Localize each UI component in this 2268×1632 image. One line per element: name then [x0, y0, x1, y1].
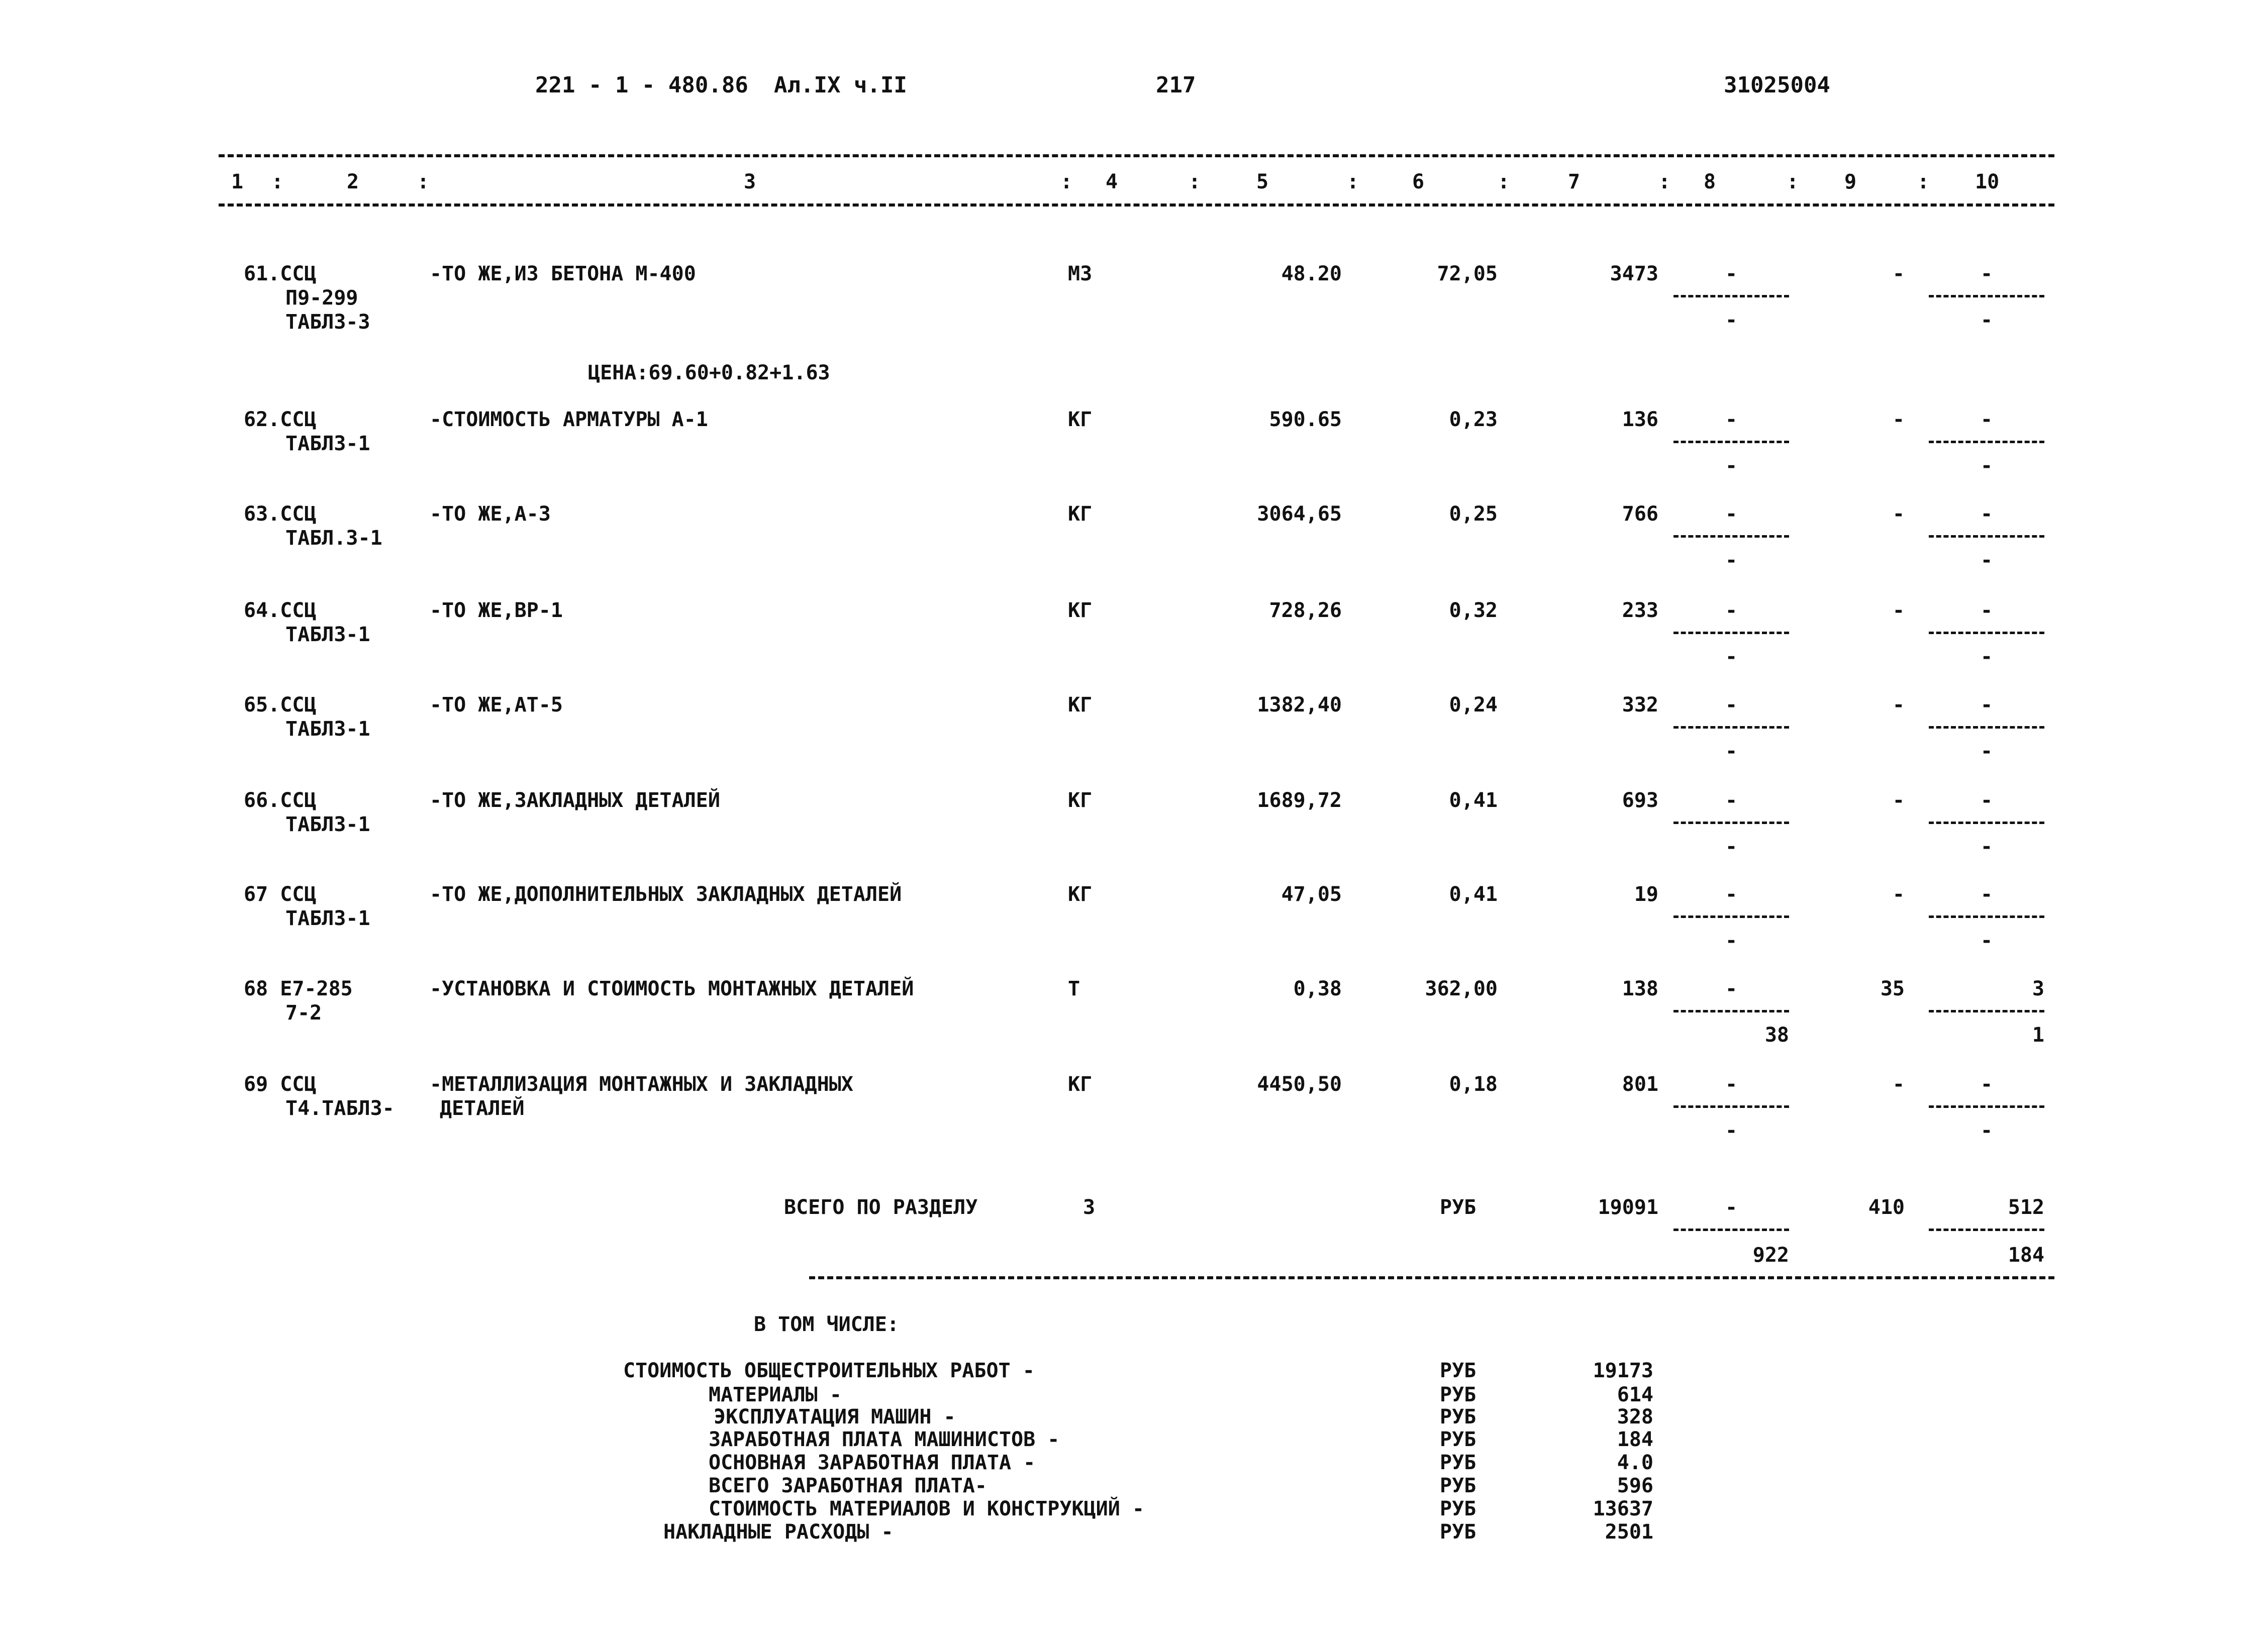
row-quantity: 0,38 — [1293, 977, 1342, 1000]
row-col10-rule — [1929, 726, 2044, 729]
row-col8-top: - — [1725, 502, 1738, 526]
row-unit: КГ — [1068, 1073, 1093, 1096]
row-unit-price: 0,18 — [1449, 1073, 1498, 1096]
row-col8-rule — [1673, 915, 1789, 918]
row-col10-bottom: - — [1980, 454, 1993, 477]
including-value: 13637 — [1593, 1497, 1653, 1520]
row-description: -ТО ЖЕ,ИЗ БЕТОНА М-400 — [430, 262, 696, 285]
row-col10-top: 3 — [2032, 977, 2044, 1000]
row-number: 68 Е7-285 — [244, 977, 353, 1000]
row-quantity: 590.65 — [1269, 408, 1342, 431]
total-col8-top: - — [1725, 1196, 1738, 1219]
row-unit-price: 72,05 — [1437, 262, 1498, 285]
row-total-cost: 19 — [1634, 883, 1658, 906]
row-col9: - — [1892, 502, 1905, 526]
column-separator: : — [1347, 170, 1359, 193]
row-description: -СТОИМОСТЬ АРМАТУРЫ А-1 — [430, 408, 708, 431]
row-col10-rule — [1929, 1105, 2044, 1108]
row-col10-rule — [1929, 535, 2044, 538]
column-separator: : — [1917, 170, 1930, 193]
row-col8-bottom: 38 — [1764, 1024, 1789, 1047]
row-unit: КГ — [1068, 599, 1093, 622]
total-unit: РУБ — [1440, 1196, 1476, 1219]
including-unit: РУБ — [1440, 1383, 1476, 1406]
row-code: ТАБЛ3-1 — [285, 813, 370, 836]
column-separator: : — [1189, 170, 1201, 193]
row-quantity: 1689,72 — [1257, 789, 1342, 812]
row-unit-price: 0,24 — [1449, 693, 1498, 717]
column-separator: : — [417, 170, 430, 193]
row-col8-top: - — [1725, 1073, 1738, 1096]
row-code: ТАБЛ3-1 — [285, 623, 370, 646]
row-col8-top: - — [1725, 977, 1738, 1000]
including-label: ЭКСПЛУАТАЦИЯ МАШИН - — [714, 1405, 956, 1429]
column-header-5: 5 — [1256, 170, 1269, 193]
row-col10-rule — [1929, 632, 2044, 634]
column-separator: : — [271, 170, 284, 193]
including-label: ВСЕГО ЗАРАБОТНАЯ ПЛАТА- — [709, 1474, 987, 1497]
row-total-cost: 233 — [1622, 599, 1658, 622]
total-label: ВСЕГО ПО РАЗДЕЛУ — [784, 1196, 978, 1219]
row-code-extra: ТАБЛ3-3 — [285, 311, 370, 334]
including-value: 328 — [1617, 1405, 1653, 1429]
row-col8-rule — [1673, 632, 1789, 634]
row-number: 66.ССЦ — [244, 789, 317, 812]
row-col10-top: - — [1980, 883, 1993, 906]
row-quantity: 48.20 — [1281, 262, 1342, 285]
row-col8-rule — [1673, 726, 1789, 729]
total-col10-rule — [1929, 1229, 2044, 1231]
row-col8-bottom: - — [1725, 929, 1738, 952]
row-col10-bottom: - — [1980, 1119, 1993, 1142]
including-label: СТОИМОСТЬ ОБЩЕСТРОИТЕЛЬНЫХ РАБОТ - — [623, 1359, 1035, 1382]
row-unit-price: 0,23 — [1449, 408, 1498, 431]
column-header-6: 6 — [1412, 170, 1425, 193]
row-code: ТАБЛ3-1 — [285, 907, 370, 930]
row-col10-rule — [1929, 822, 2044, 824]
row-col9: 35 — [1880, 977, 1905, 1000]
row-unit-price: 0,41 — [1449, 789, 1498, 812]
row-number: 61.ССЦ — [244, 262, 317, 285]
column-separator: : — [1060, 170, 1073, 193]
row-description-cont: ДЕТАЛЕЙ — [440, 1097, 525, 1120]
including-unit: РУБ — [1440, 1359, 1476, 1382]
row-unit: КГ — [1068, 883, 1093, 906]
total-col9: 410 — [1868, 1196, 1905, 1219]
row-col8-rule — [1673, 822, 1789, 824]
row-unit: КГ — [1068, 693, 1093, 717]
row-col9: - — [1892, 408, 1905, 431]
column-separator: : — [1498, 170, 1510, 193]
row-col10-bottom: - — [1980, 549, 1993, 572]
row-col10-rule — [1929, 441, 2044, 443]
header-bottom-rule — [219, 203, 2054, 207]
including-unit: РУБ — [1440, 1451, 1476, 1474]
column-header-1: 1 — [231, 170, 244, 193]
row-total-cost: 136 — [1622, 408, 1658, 431]
row-col8-top: - — [1725, 262, 1738, 285]
row-unit-price: 0,32 — [1449, 599, 1498, 622]
row-col10-top: - — [1980, 408, 1993, 431]
header-top-rule — [219, 154, 2054, 157]
row-col10-top: - — [1980, 693, 1993, 717]
album-reference: Ал.IX ч.II — [774, 72, 907, 98]
row-col9: - — [1892, 599, 1905, 622]
including-value: 4.0 — [1617, 1451, 1653, 1474]
row-col10-bottom: - — [1980, 309, 1993, 332]
row-total-cost: 138 — [1622, 977, 1658, 1000]
row-total-cost: 332 — [1622, 693, 1658, 717]
row-col8-rule — [1673, 535, 1789, 538]
row-col8-bottom: - — [1725, 1119, 1738, 1142]
row-col8-rule — [1673, 441, 1789, 443]
row-col9: - — [1892, 693, 1905, 717]
row-quantity: 3064,65 — [1257, 502, 1342, 526]
row-col8-top: - — [1725, 599, 1738, 622]
row-col10-rule — [1929, 1010, 2044, 1012]
including-unit: РУБ — [1440, 1405, 1476, 1429]
row-col8-bottom: - — [1725, 549, 1738, 572]
row-number: 63.ССЦ — [244, 502, 317, 526]
row-quantity: 4450,50 — [1257, 1073, 1342, 1096]
row-unit: КГ — [1068, 789, 1093, 812]
price-note: ЦЕНА:69.60+0.82+1.63 — [588, 361, 830, 384]
row-description: -МЕТАЛЛИЗАЦИЯ МОНТАЖНЫХ И ЗАКЛАДНЫХ — [430, 1073, 853, 1096]
row-col10-top: - — [1980, 502, 1993, 526]
row-code: ТАБЛ3-1 — [285, 718, 370, 741]
document-designation: 221 - 1 - 480.86 — [535, 72, 748, 98]
row-col10-top: - — [1980, 1073, 1993, 1096]
row-code: ТАБЛ3-1 — [285, 432, 370, 455]
total-col8-rule — [1673, 1229, 1789, 1231]
row-col10-bottom: - — [1980, 929, 1993, 952]
column-separator: : — [1658, 170, 1671, 193]
row-number: 67 ССЦ — [244, 883, 317, 906]
including-value: 596 — [1617, 1474, 1653, 1497]
row-col8-rule — [1673, 1010, 1789, 1012]
row-description: -ТО ЖЕ,ВР-1 — [430, 599, 563, 622]
row-col10-bottom: 1 — [2032, 1024, 2044, 1047]
row-col10-top: - — [1980, 262, 1993, 285]
column-header-10: 10 — [1975, 170, 2000, 193]
row-col8-bottom: - — [1725, 645, 1738, 668]
including-label: МАТЕРИАЛЫ - — [709, 1383, 842, 1406]
including-value: 2501 — [1605, 1520, 1653, 1544]
row-unit: КГ — [1068, 408, 1093, 431]
row-unit: КГ — [1068, 502, 1093, 526]
row-col8-rule — [1673, 1105, 1789, 1108]
column-header-2: 2 — [347, 170, 359, 193]
including-unit: РУБ — [1440, 1428, 1476, 1451]
column-header-8: 8 — [1704, 170, 1716, 193]
row-col10-rule — [1929, 295, 2044, 297]
row-number: 69 ССЦ — [244, 1073, 317, 1096]
row-total-cost: 693 — [1622, 789, 1658, 812]
row-col8-top: - — [1725, 883, 1738, 906]
row-col8-bottom: - — [1725, 835, 1738, 858]
column-header-9: 9 — [1844, 170, 1857, 193]
row-col10-bottom: - — [1980, 835, 1993, 858]
column-header-4: 4 — [1106, 170, 1118, 193]
row-unit-price: 362,00 — [1425, 977, 1498, 1000]
row-col8-bottom: - — [1725, 309, 1738, 332]
row-unit: Т — [1068, 977, 1080, 1000]
including-value: 614 — [1617, 1383, 1653, 1406]
row-col10-bottom: - — [1980, 740, 1993, 763]
row-quantity: 728,26 — [1269, 599, 1342, 622]
row-col9: - — [1892, 262, 1905, 285]
row-number: 65.ССЦ — [244, 693, 317, 717]
row-total-cost: 801 — [1622, 1073, 1658, 1096]
row-total-cost: 3473 — [1610, 262, 1658, 285]
total-section: 3 — [1083, 1196, 1096, 1219]
row-col10-top: - — [1980, 599, 1993, 622]
row-total-cost: 766 — [1622, 502, 1658, 526]
row-description: -ТО ЖЕ,ДОПОЛНИТЕЛЬНЫХ ЗАКЛАДНЫХ ДЕТАЛЕЙ — [430, 883, 902, 906]
row-code: 7-2 — [285, 1001, 322, 1025]
row-number: 64.ССЦ — [244, 599, 317, 622]
row-col9: - — [1892, 1073, 1905, 1096]
including-title: В ТОМ ЧИСЛЕ: — [754, 1313, 899, 1336]
row-col8-top: - — [1725, 789, 1738, 812]
row-unit: М3 — [1068, 262, 1093, 285]
column-header-3: 3 — [744, 170, 756, 193]
column-separator: : — [1787, 170, 1799, 193]
including-label: СТОИМОСТЬ МАТЕРИАЛОВ И КОНСТРУКЦИЙ - — [709, 1497, 1144, 1520]
row-col9: - — [1892, 883, 1905, 906]
row-quantity: 47,05 — [1281, 883, 1342, 906]
row-code: ТАБЛ.3-1 — [285, 527, 382, 550]
row-code: Т4.ТАБЛ3- — [285, 1097, 395, 1120]
row-col8-top: - — [1725, 693, 1738, 717]
total-bottom-rule — [809, 1276, 2054, 1279]
row-unit-price: 0,25 — [1449, 502, 1498, 526]
row-number: 62.ССЦ — [244, 408, 317, 431]
including-unit: РУБ — [1440, 1520, 1476, 1544]
page-number: 217 — [1156, 72, 1196, 98]
including-value: 19173 — [1593, 1359, 1653, 1382]
row-description: -ТО ЖЕ,А-3 — [430, 502, 551, 526]
total-col8-bottom: 922 — [1752, 1244, 1789, 1267]
column-header-7: 7 — [1568, 170, 1581, 193]
total-cost: 19091 — [1598, 1196, 1658, 1219]
total-col10-top: 512 — [2008, 1196, 2044, 1219]
row-col8-top: - — [1725, 408, 1738, 431]
row-description: -ТО ЖЕ,ЗАКЛАДНЫХ ДЕТАЛЕЙ — [430, 789, 720, 812]
row-col9: - — [1892, 789, 1905, 812]
row-unit-price: 0,41 — [1449, 883, 1498, 906]
row-col10-rule — [1929, 915, 2044, 918]
row-col8-bottom: - — [1725, 454, 1738, 477]
including-unit: РУБ — [1440, 1474, 1476, 1497]
including-label: ОСНОВНАЯ ЗАРАБОТНАЯ ПЛАТА - — [709, 1451, 1036, 1474]
row-col10-bottom: - — [1980, 645, 1993, 668]
including-label: ЗАРАБОТНАЯ ПЛАТА МАШИНИСТОВ - — [709, 1428, 1060, 1451]
row-description: -УСТАНОВКА И СТОИМОСТЬ МОНТАЖНЫХ ДЕТАЛЕЙ — [430, 977, 914, 1000]
including-unit: РУБ — [1440, 1497, 1476, 1520]
row-description: -ТО ЖЕ,АТ-5 — [430, 693, 563, 717]
row-col8-bottom: - — [1725, 740, 1738, 763]
including-label: НАКЛАДНЫЕ РАСХОДЫ - — [663, 1520, 894, 1544]
row-quantity: 1382,40 — [1257, 693, 1342, 717]
row-code: П9-299 — [285, 286, 358, 310]
row-col8-rule — [1673, 295, 1789, 297]
row-col10-top: - — [1980, 789, 1993, 812]
including-value: 184 — [1617, 1428, 1653, 1451]
document-code: 31025004 — [1724, 72, 1830, 98]
total-col10-bottom: 184 — [2008, 1244, 2044, 1267]
